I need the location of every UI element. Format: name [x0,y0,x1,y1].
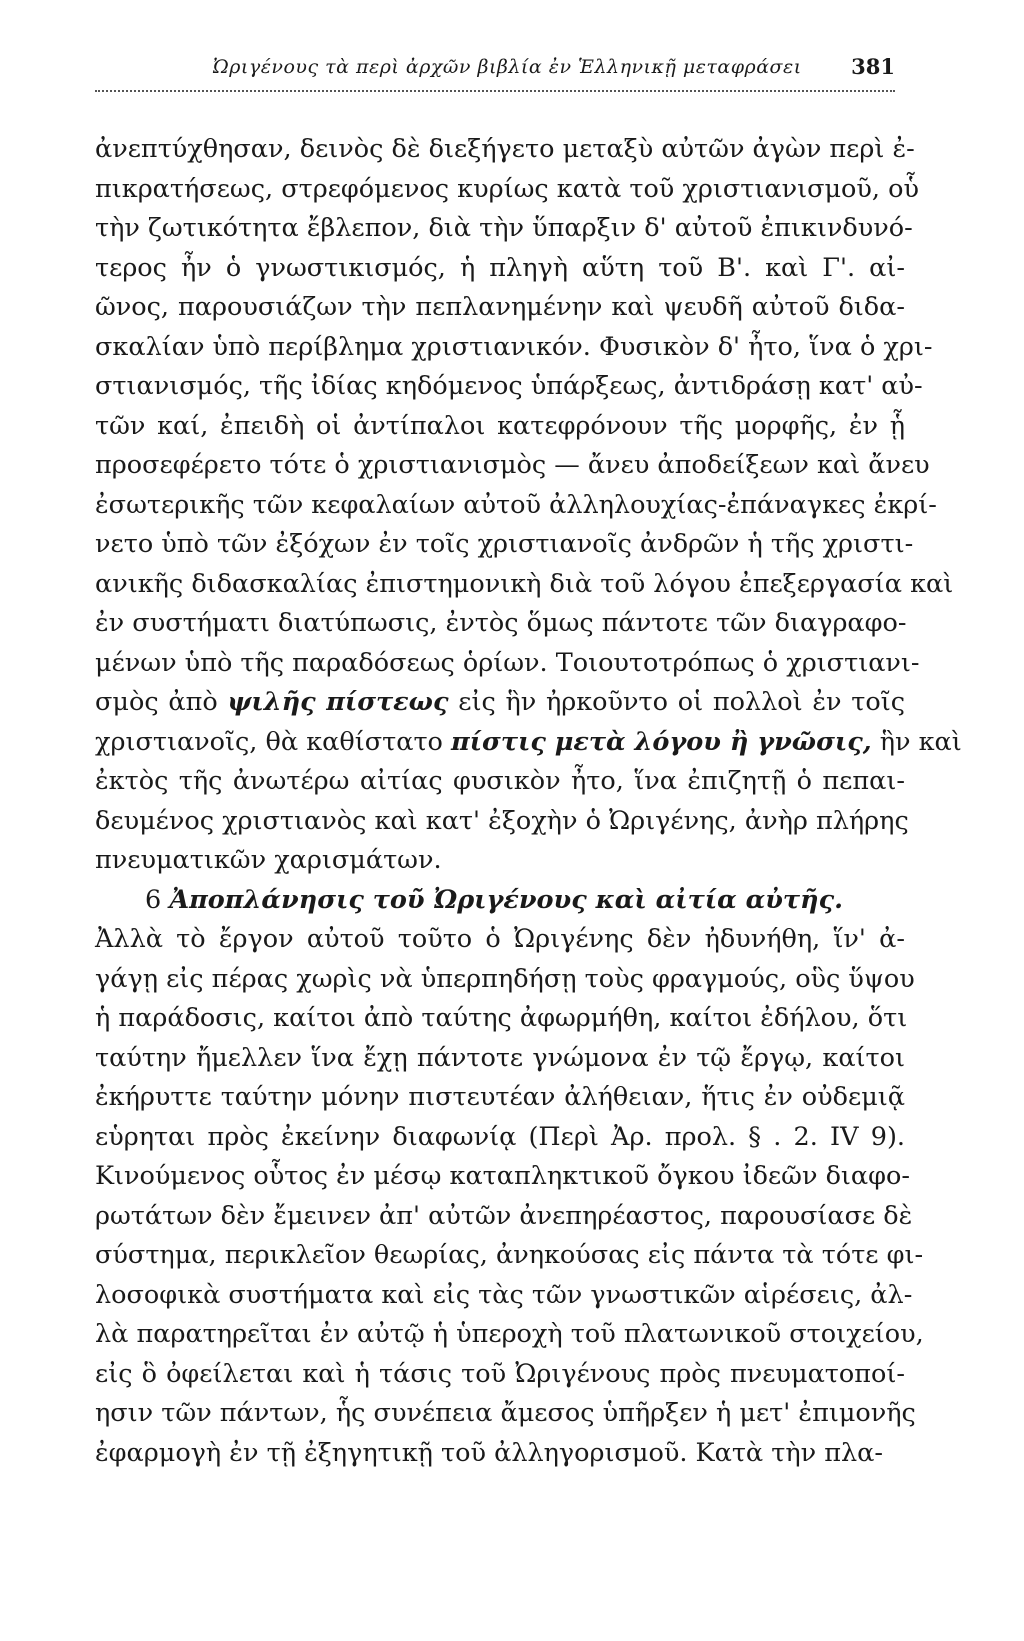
text-line [95,525,914,565]
text-line [95,1157,910,1197]
text-segment: ησιν τῶν πάντων, ἧς συνέπεια ἄμεσος ὑπῆρξεν ἡ μετ' ἐπιμονῆς [95,1398,916,1428]
text-line [95,565,954,605]
text-line [95,367,923,407]
text-segment: ἐκτὸς τῆς ἀνωτέρω αἰτίας φυσικὸν ἦτο, ἵνα ἐπιζητῇ ὁ πεπαι- [95,766,905,796]
text-segment: τὴν ζωτικότητα ἔβλεπον, διὰ τὴν ὕπαρξιν δ' αὐτοῦ ἐπικινδυνό- [95,213,913,243]
text-line [95,1355,905,1395]
page-number: 381 [851,54,895,79]
text-line [95,1078,905,1118]
text-segment: εἰς ἣν ἠρκοῦντο οἱ πολλοὶ ἐν τοῖς [448,687,905,717]
running-title: Ὠριγένους τὰ περὶ ἀρχῶν βιβλία ἐν Ἑλληνικῇ μεταφράσει [213,56,802,78]
text-segment: ἐκήρυττε ταύτην μόνην πιστευτέαν ἀλήθειαν, ἥτις ἐν οὐδεμιᾷ [95,1082,905,1112]
text-segment: μένων ὑπὸ τῆς παραδόσεως ὁρίων. Τοιουτοτρόπως ὁ χριστιανι- [95,647,920,678]
emphasized-phrase: Ἀποπλάνησις τοῦ Ὠριγένους καὶ αἰτία αὐτῆς. [169,884,843,915]
text-segment: πικρατήσεως, στρεφόμενος κυρίως κατὰ τοῦ χριστιανισμοῦ, οὗ [95,173,919,204]
text-segment: δευμένος χριστιανὸς καὶ κατ' ἐξοχὴν ὁ Ὠριγένης, ἀνὴρ πλήρης [95,805,909,836]
text-segment: πνευματικῶν χαρισμάτων. [95,845,442,875]
header-dotted-rule [95,90,895,92]
text-line [95,802,909,842]
text-segment: λὰ παρατηρεῖται ἐν αὐτῷ ἡ ὑπεροχὴ τοῦ πλατωνικοῦ στοιχείου, [95,1319,924,1349]
text-segment: στιανισμός, τῆς ἰδίας κηδόμενος ὑπάρξεως, ἀντιδράσῃ κατ' αὐ- [95,371,923,401]
text-line [95,446,930,486]
text-line [95,1039,905,1079]
text-segment: ῶνος, παρουσιάζων τὴν πεπλανημένην καὶ ψευδῆ αὐτοῦ διδα- [95,292,905,322]
text-line [95,841,905,881]
text-line [95,1434,905,1474]
text-line [95,723,962,763]
text-segment: ρωτάτων δὲν ἔμεινεν ἀπ' αὐτῶν ἀνεπηρέαστος, παρουσίασε δὲ [95,1200,913,1231]
emphasized-phrase: πίστις μετὰ λόγου ἢ γνῶσις, [451,726,872,757]
text-segment: σύστημα, περικλεῖον θεωρίας, ἀνηκούσας εἰς πάντα τὰ τότε φι- [95,1240,924,1270]
text-line [95,762,905,802]
text-segment: εἰς ὃ ὀφείλεται καὶ ἡ τάσις τοῦ Ὠριγένους πρὸς πνευματοποί- [95,1358,905,1389]
text-line [95,920,905,960]
text-segment: ἐν συστήματι διατύπωσις, ἐντὸς ὅμως πάντοτε τῶν διαγραφο- [95,608,907,638]
text-segment: Κινούμενος οὗτος ἐν μέσῳ καταπληκτικοῦ ὄγκου ἰδεῶν διαφο- [95,1161,910,1191]
text-segment: ἀνεπτύχθησαν, δεινὸς δὲ διεξήγετο μεταξὺ αὐτῶν ἀγὼν περὶ ἐ- [95,134,915,164]
text-line [95,881,905,921]
text-segment: ταύτην ἤμελλεν ἵνα ἔχῃ πάντοτε γνώμονα ἐν τῷ ἔργῳ, καίτοι [95,1042,905,1073]
text-line [95,999,908,1039]
text-segment: ἐσωτερικῆς τῶν κεφαλαίων αὐτοῦ ἀλληλουχίας-ἐπάναγκες ἐκρί- [95,489,937,520]
text-line [95,683,905,723]
text-segment: χριστιανοῖς, θὰ καθίστατο [95,726,452,757]
text-line [95,328,933,368]
text-line [95,407,905,447]
text-segment: ανικῆς διδασκαλίας ἐπιστημονικὴ διὰ τοῦ λόγου ἐπεξεργασία καὶ [95,568,954,599]
text-segment: λοσοφικὰ συστήματα καὶ εἰς τὰς τῶν γνωστικῶν αἱρέσεις, ἀλ- [95,1279,913,1310]
text-segment: τερος ἦν ὁ γνωστικισμός, ἡ πληγὴ αὕτη τοῦ Β'. καὶ Γ'. αἰ- [95,252,905,283]
text-segment: Ἀλλὰ τὸ ἔργον αὐτοῦ τοῦτο ὁ Ὠριγένης δὲν ἠδυνήθη, ἵν' ἀ- [95,924,905,954]
text-line [95,249,905,289]
text-segment: ἡ παράδοσις, καίτοι ἀπὸ ταύτης ἀφωρμήθη, καίτοι ἐδήλου, ὅτι [95,1003,908,1033]
text-line [95,170,919,210]
text-segment: ἣν καὶ [871,726,962,757]
text-line [95,1236,924,1276]
text-line [95,1276,913,1316]
text-segment: ἐφαρμογὴ ἐν τῇ ἐξηγητικῇ τοῦ ἀλληγορισμοῦ. Κατὰ τὴν πλα- [95,1437,883,1468]
text-line [95,960,915,1000]
text-line [95,1197,913,1237]
text-line [95,288,905,328]
text-segment: προσεφέρετο τότε ὁ χριστιανισμὸς — ἄνευ ἀποδείξεων καὶ ἄνευ [95,450,930,480]
text-segment: γάγῃ εἰς πέρας χωρὶς νὰ ὑπερπηδήσῃ τοὺς φραγμούς, οὓς ὕψου [95,963,915,994]
text-segment: τῶν καί, ἐπειδὴ οἱ ἀντίπαλοι κατεφρόνουν τῆς μορφῆς, ἐν ᾗ [95,410,905,441]
text-line [95,644,920,684]
text-segment: σκαλίαν ὑπὸ περίβλημα χριστιανικόν. Φυσικὸν δ' ἦτο, ἵνα ὁ χρι- [95,331,933,362]
text-segment: 6 [145,884,170,915]
running-head [95,52,895,92]
text-line [95,130,915,170]
text-line [95,209,913,249]
text-segment: εὑρηται πρὸς ἐκείνην διαφωνίᾳ (Περὶ Ἀρ. προλ. § . 2. IV 9). [95,1121,905,1152]
body-text [95,130,962,1473]
text-line [95,1394,916,1434]
text-segment: σμὸς ἀπὸ [95,687,228,717]
text-line [95,1118,905,1158]
emphasized-phrase: ψιλῆς πίστεως [227,687,449,717]
text-segment: νετο ὑπὸ τῶν ἐξόχων ἐν τοῖς χριστιανοῖς ἀνδρῶν ἡ τῆς χριστι- [95,529,914,559]
text-line [95,1315,924,1355]
text-line [95,486,937,526]
text-line [95,604,905,644]
